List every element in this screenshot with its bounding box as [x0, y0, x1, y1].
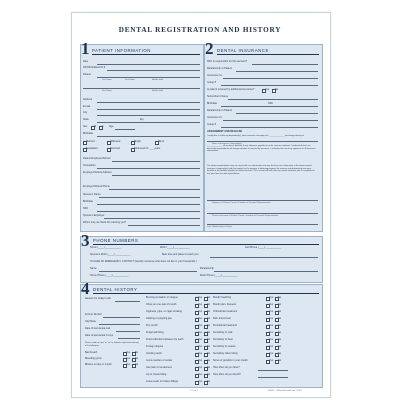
yes-label: Yes	[126, 363, 131, 366]
insurance-field-line[interactable]	[221, 127, 318, 128]
history-field-label: Date of last dental X-rays	[85, 334, 114, 337]
phone-field-label: Cell Phone (____) ___________	[245, 246, 282, 249]
no-label: No	[207, 345, 211, 348]
phone-field-label: Home Phone (____) ___________	[90, 274, 129, 277]
signature-caption: Please print name of Patient, Parent, Guardian or Personal Representative	[212, 214, 279, 217]
history-field-label: Date of last dental visit	[85, 327, 111, 330]
patient-field-line[interactable]	[97, 136, 200, 137]
yes-label: Yes	[198, 366, 203, 369]
history-item-label: Sensitivity to heat	[213, 338, 233, 341]
patient-field-label: Employer/School Phone	[83, 185, 110, 188]
insurance-field-label: Insurance Co.	[207, 116, 223, 119]
insurance-field-line[interactable]	[221, 106, 318, 107]
phone-field-label: Best time and place to reach you	[162, 253, 199, 256]
insurance-field-line[interactable]	[236, 71, 318, 72]
history-item-label: Mouth breathing	[213, 296, 232, 299]
yes-label: Yes	[198, 296, 203, 299]
insurance-field-label: Relationship to Patient	[207, 109, 233, 112]
patient-field-line[interactable]	[97, 122, 200, 123]
history-item-label: Sores or growths in your mouth	[213, 359, 248, 362]
history-item-label: Burning sensation on tongue	[146, 296, 178, 299]
history-item-label: Sensitivity when biting	[213, 352, 238, 355]
patient-field-line[interactable]	[128, 225, 200, 226]
no-label: No	[207, 380, 211, 383]
history-field-line[interactable]	[115, 301, 140, 302]
emergency-relationship-line[interactable]	[214, 271, 318, 272]
insurance-field-line[interactable]	[236, 113, 318, 114]
history-item-label: Cigarette, pipe, or cigar smoking	[146, 310, 182, 313]
yes-label: Yes	[198, 331, 203, 334]
insurance-field-label: Is patient covered by additional insurance?	[207, 88, 255, 91]
no-label: No	[207, 303, 211, 306]
yes-label: Yes	[269, 296, 274, 299]
dental-insurance-panel	[204, 44, 323, 232]
yes-label: Yes	[265, 88, 270, 91]
yes-label: Yes	[198, 373, 203, 376]
patient-field-label: Birthdate	[83, 200, 94, 203]
history-item-label: Periodontal treatment	[213, 324, 237, 327]
history-item-label: How often do you brush?	[213, 373, 241, 376]
no-label: No	[278, 310, 282, 313]
section-3-number: 3	[81, 231, 90, 250]
marital-option: Widowed	[110, 140, 121, 143]
patient-field-label: E-mail	[83, 105, 91, 108]
insurance-field-line[interactable]	[228, 99, 318, 100]
section-1-number: 1	[81, 39, 90, 58]
patient-field-label: Date	[83, 60, 89, 63]
patient-field-line[interactable]	[112, 175, 200, 176]
best-time-line[interactable]	[210, 257, 318, 258]
patient-field-label: Whom may we thank for referring you?	[83, 221, 127, 224]
no-label: No	[207, 373, 211, 376]
patient-field-line[interactable]	[97, 115, 200, 116]
insurance-field-line[interactable]	[221, 85, 318, 86]
signature-caption: Signature of Patient, Parent, Guardian or Personal Representative	[212, 201, 271, 204]
yes-label: Yes	[269, 331, 274, 334]
patient-field-label: Spouse's Name	[83, 193, 101, 196]
age-line[interactable]	[115, 129, 135, 130]
patient-name-sublabel: First Name	[125, 79, 135, 81]
yes-label: Yes	[198, 352, 203, 355]
yes-label: Yes	[269, 359, 274, 362]
section-2-rule	[217, 54, 319, 55]
insurance-field-label: Insurance Co.	[207, 74, 223, 77]
assignment-paragraph-2: ______________ all insurance benefits, if any, otherwise payable to me for services rendered. I understand that I am financially responsible for all charges whether or not paid by insurance. I authorize the use of my signature on all insurance submissions.	[207, 145, 316, 153]
age-label: Age	[109, 125, 114, 128]
patient-field-line[interactable]	[97, 77, 200, 78]
sex-option-m: M	[94, 125, 97, 128]
no-label: No	[278, 345, 282, 348]
no-label: No	[278, 352, 282, 355]
history-field-label: City/State	[85, 320, 96, 323]
history-item-label: Foreign objects	[146, 345, 164, 348]
history-item-label: Gums swollen or tender	[146, 359, 173, 362]
history-field-line[interactable]	[118, 338, 140, 339]
patient-field-label: SS#	[83, 207, 88, 210]
no-label: No	[135, 351, 139, 354]
patient-name-sublabel: Middle Initial	[152, 79, 164, 81]
yes-label: Yes	[269, 345, 274, 348]
patient-field-label: Spouse's Employer	[83, 214, 105, 217]
document-title: DENTAL REGISTRATION AND HISTORY	[118, 26, 282, 34]
yes-label: Yes	[269, 310, 274, 313]
section-4-rule	[93, 293, 319, 294]
insurance-ssn-label: SS#	[268, 102, 273, 105]
history-frequency-line[interactable]	[258, 377, 288, 378]
section-2-title: DENTAL INSURANCE	[217, 48, 269, 53]
phone-field-label: Relationship	[200, 267, 214, 270]
history-item-label: Food collection between the teeth	[146, 338, 184, 341]
no-label: No	[207, 310, 211, 313]
yes-label: Yes	[198, 345, 203, 348]
patient-field-line[interactable]	[104, 218, 200, 219]
yes-label: Yes	[198, 380, 203, 383]
no-label: No	[135, 363, 139, 366]
marital-option: Divorced	[110, 147, 120, 150]
insurance-field-label: Birthdate	[207, 102, 218, 105]
patient-field-line[interactable]	[97, 204, 200, 205]
history-item-label: Jaw pain or tenderness	[146, 366, 172, 369]
history-field-label: Reason for today's visit	[85, 297, 111, 300]
patient-field-line[interactable]	[97, 168, 200, 169]
marital-option: Partnered for ___ years	[134, 147, 161, 150]
assignment-title: ASSIGNMENT AND RELEASE	[207, 130, 243, 133]
patient-field-label: Occupation	[83, 164, 96, 167]
no-label: No	[275, 88, 279, 91]
no-label: No	[207, 359, 211, 362]
history-item-label: Loose teeth or broken fillings	[146, 380, 178, 383]
section-4-number: 4	[81, 279, 90, 298]
yes-label: Yes	[126, 351, 131, 354]
insurance-field-line[interactable]	[252, 64, 318, 65]
history-item-label: Sensitivity to cold	[213, 331, 233, 334]
yes-label: Yes	[198, 324, 203, 327]
yes-label: Yes	[198, 310, 203, 313]
insurance-field-label: Group #	[207, 123, 217, 126]
patient-field-line[interactable]	[112, 161, 200, 162]
yes-label: Yes	[126, 357, 131, 360]
insurance-field-label: Group #	[207, 81, 217, 84]
assignment-paragraph-1: I certify that I, and/or my dependent(s), have insurance coverage with ______________ and assign directly to	[207, 135, 304, 137]
insurance-field-line[interactable]	[223, 120, 318, 121]
footer-form-code: 24000 — Whitehall Dental Lab ©2013	[268, 390, 302, 392]
history-item-label: Chew on one side of mouth	[146, 303, 177, 306]
section-3-title: PHONE NUMBERS	[93, 238, 139, 243]
history-item-label: Fingernail biting	[146, 331, 164, 334]
assignment-paragraph-3: The above-named dentist may use my health care information and may disclose such information to the above-named insurance company(ies) and their agents for the purpose of obtaining payment for services and determining insurance benefits or the benefits payable for related services. This consent will end when my current treatment plan is completed or one year from the date signed below.	[207, 165, 315, 175]
patient-field-line[interactable]	[107, 70, 200, 71]
no-label: No	[278, 303, 282, 306]
signature-date-label: Date	[207, 225, 212, 228]
patient-field-label: SS/HIC/Patient ID #	[83, 66, 106, 69]
yes-label: Yes	[198, 303, 203, 306]
section-3-rule	[93, 244, 319, 245]
no-label: No	[278, 296, 282, 299]
marital-option: Separated	[86, 147, 98, 150]
history-field-label: Former Dentist	[85, 313, 102, 316]
history-item-label: Pain around ear	[213, 317, 231, 320]
no-label: No	[207, 338, 211, 341]
phone-field-label: Work (____) ___________	[160, 246, 190, 249]
patient-name-sublabel: First Name	[102, 90, 112, 92]
no-label: No	[207, 317, 211, 320]
history-item-label: Mouth pain, frequent	[213, 303, 236, 306]
signature-caption: Relationship to Patient	[212, 225, 233, 228]
patient-field-label: Birthdate	[83, 132, 94, 135]
patient-field-line[interactable]	[97, 109, 200, 110]
yes-label: Yes	[269, 324, 274, 327]
section-4-title: DENTAL HISTORY	[93, 287, 138, 292]
history-item-label: Bad breath	[85, 351, 98, 354]
no-label: No	[207, 296, 211, 299]
insurance-field-label: Who is responsible for this account?	[207, 60, 248, 63]
history-frequency-line[interactable]	[258, 370, 288, 371]
history-item-label: Lip or cheek biting	[146, 373, 167, 376]
marital-option: Single	[134, 140, 141, 143]
no-label: No	[278, 324, 282, 327]
no-label: No	[278, 359, 282, 362]
insurance-field-label: Relationship to Patient	[207, 67, 233, 70]
marital-option: Minor	[158, 140, 165, 143]
patient-field-label: City	[83, 111, 88, 114]
yes-label: Yes	[269, 338, 274, 341]
no-label: No	[207, 324, 211, 327]
patient-name-line-2[interactable]	[83, 88, 200, 89]
section-1-rule	[92, 54, 200, 55]
yes-label: Yes	[198, 359, 203, 362]
history-item-label: Orthodontic treatment	[213, 310, 238, 313]
no-label: No	[207, 331, 211, 334]
phone-field-label: Spouse's Work (____) ___________	[90, 253, 131, 256]
no-label: No	[278, 317, 282, 320]
section-2-number: 2	[205, 39, 214, 58]
history-field-label: Place a mark on "yes" or "no" to indicate if you have had any of the following:	[85, 342, 139, 347]
marital-option: Married	[86, 140, 95, 143]
patient-name-sublabel: Middle Initial	[152, 90, 164, 92]
history-item-label: Clicking or popping jaw	[146, 317, 172, 320]
yes-label: Yes	[198, 338, 203, 341]
patient-field-label: Patient Employer/School	[83, 157, 111, 160]
yes-label: Yes	[269, 352, 274, 355]
phone-field-label: Work Phone (____) ___________	[200, 274, 238, 277]
sex-option-f: F	[102, 125, 104, 128]
history-item-label: Sensitivity to sweets	[213, 345, 236, 348]
history-item-label: Bleeding gums	[85, 357, 102, 360]
patient-field-line[interactable]	[97, 64, 200, 65]
footer-page-indicator: 1 2 3 4 5	[190, 390, 198, 392]
emergency-name-line[interactable]	[99, 271, 197, 272]
phone-field-label: Home (____) ___________	[90, 246, 121, 249]
patient-field-label: Address	[83, 98, 93, 101]
patient-field-label: State	[83, 118, 89, 121]
history-item-label: How often do you floss?	[213, 366, 240, 369]
patient-field-label: Employer/School Address	[83, 171, 112, 174]
history-item-label: Dry mouth	[146, 324, 158, 327]
history-field-line[interactable]	[99, 324, 140, 325]
patient-field-line[interactable]	[97, 211, 200, 212]
insurance-field-label: Subscriber's Name	[207, 95, 229, 98]
signature-caption: Name of Insurance Company(ies)	[212, 142, 242, 145]
sex-label: Sex	[83, 125, 88, 128]
zip-label: Zip	[140, 118, 144, 121]
yes-label: Yes	[198, 317, 203, 320]
insurance-field-line[interactable]	[223, 78, 318, 79]
patient-name-sublabel: Last Name	[102, 79, 112, 81]
patient-field-line[interactable]	[97, 102, 200, 103]
phone-field-label: Name	[90, 267, 97, 270]
patient-field-label: Patient	[83, 73, 91, 76]
phone-field-label: IN CASE OF EMERGENCY, CONTACT (Specify someone who does not live in your household.)	[90, 260, 197, 263]
no-label: No	[278, 331, 282, 334]
patient-field-line[interactable]	[99, 197, 200, 198]
yes-label: Yes	[269, 317, 274, 320]
yes-label: Yes	[269, 303, 274, 306]
no-label: No	[207, 352, 211, 355]
patient-field-line[interactable]	[109, 189, 200, 190]
no-label: No	[207, 366, 211, 369]
no-label: No	[135, 357, 139, 360]
history-field-line[interactable]	[103, 317, 140, 318]
no-label: No	[278, 338, 282, 341]
history-field-line[interactable]	[116, 331, 140, 332]
history-item-label: Blisters on lips or mouth	[85, 363, 112, 366]
section-1-title: PATIENT INFORMATION	[92, 48, 151, 53]
history-item-label: Grinding teeth	[146, 352, 162, 355]
